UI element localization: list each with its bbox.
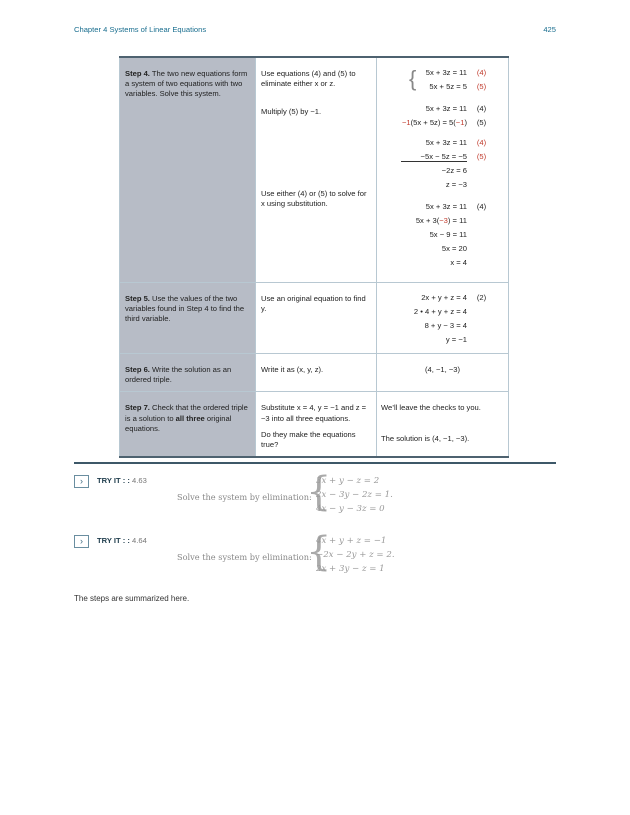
page-number: 425: [543, 25, 556, 34]
equation: 5x + 3z = 11: [425, 202, 467, 211]
step-7-action-2: Do they make the equations true?: [261, 429, 356, 450]
equation: 5x + 3z = 11: [425, 68, 467, 77]
addition-block: [381, 136, 504, 192]
try-it-label: TRY IT : :: [97, 476, 130, 485]
section-divider: [74, 462, 556, 464]
equation: 5x + 3z = 11: [425, 104, 467, 113]
step-7-text: Check that the ordered triple is a solution to: [125, 403, 248, 423]
step-4-text: The two new equations form a system of two equations with two variables. Solve this system.: [125, 69, 248, 99]
equation: 3x + y − z = 2: [316, 476, 380, 486]
step-7-title: Step 7.: [125, 403, 150, 413]
step-7-emphasis: all three: [175, 413, 205, 423]
step-4-action-1: Use equations (4) and (5) to eliminate either x or z.: [261, 69, 356, 89]
step-7-actions: [256, 392, 377, 457]
equation-label: (5): [476, 152, 487, 161]
equation: 2x + y + z = 4: [421, 293, 467, 302]
summary-text: The steps are summarized here.: [74, 594, 190, 603]
equation: 2x + 3y − z = 1: [316, 564, 385, 574]
equation: −2x − 2y + z = 2.: [316, 550, 395, 560]
equation-part: −1: [455, 118, 465, 127]
try-it-number: 4.64: [132, 536, 147, 545]
try-it-instruction: Solve the system by elimination:: [177, 552, 312, 562]
substitution-block: [381, 200, 504, 270]
equation: 8 + y − 3 = 4: [424, 321, 467, 330]
step-4-action-3: Use either (4) or (5) to solve for x using substitution.: [261, 188, 367, 208]
step-4-action-2: Multiply (5) by −1.: [261, 107, 322, 117]
step-5-action: Use an original equation to find y.: [256, 283, 377, 354]
step-4-actions: [256, 57, 377, 283]
step-6-action: Write it as (x, y, z).: [256, 354, 377, 392]
step-7-description: [120, 392, 256, 457]
try-it-number: 4.63: [132, 476, 147, 485]
step-5-description: [120, 283, 256, 354]
equation-label: (4): [476, 138, 487, 147]
chevron-right-icon[interactable]: ›: [74, 535, 89, 548]
equation: −5x − 5z = −5: [401, 152, 467, 162]
brace-icon: {: [306, 469, 332, 515]
step-7-action-1: Substitute x = 4, y = −1 and z = −3 into all three equations.: [261, 403, 367, 423]
equation-part: 5x + 3(: [415, 216, 440, 225]
page-header: [74, 25, 556, 39]
equation: y = −1: [445, 335, 467, 344]
step-7-results: [377, 392, 509, 457]
equation: [381, 214, 467, 228]
equation: 4x − y − 3z = 0: [316, 504, 385, 514]
equation: 5x + 3z = 11: [425, 138, 467, 147]
equation: 5x − 9 = 11: [429, 230, 467, 239]
multiply-block: [381, 102, 504, 130]
step-6-title: Step 6.: [125, 365, 150, 374]
try-it-instruction: Solve the system by elimination:: [177, 492, 312, 502]
chevron-right-icon[interactable]: ›: [74, 475, 89, 488]
equation: 4x + y + z = −1: [316, 536, 387, 546]
try-it-title: [97, 536, 147, 545]
equation: 2x − 3y − 2z = 1.: [316, 490, 393, 500]
step-5-row: [120, 283, 509, 354]
equation-label: (5): [476, 82, 487, 91]
step-7-result-2: The solution is (4, −1, −3).: [381, 433, 470, 443]
steps-table: [119, 56, 509, 458]
chapter-title: Chapter 4 Systems of Linear Equations: [74, 25, 207, 34]
step-6-row: [120, 354, 509, 392]
equation: x = 4: [450, 258, 467, 267]
try-it-title: [97, 476, 147, 485]
step-5-work: [377, 283, 509, 354]
equation: 5x + 5z = 5: [429, 82, 467, 91]
step-4-description: [120, 57, 256, 283]
try-it-4-64: [74, 529, 556, 631]
equation-label: (2): [476, 293, 487, 302]
equation: −2z = 6: [441, 166, 467, 175]
step-7-result-1: We’ll leave the checks to you.: [381, 403, 481, 413]
step-4-work: [377, 57, 509, 283]
equation: 2 • 4 + y + z = 4: [413, 307, 467, 316]
step-6-description: [120, 354, 256, 392]
equation-part: ) = 11: [447, 216, 467, 225]
equation-part: −3: [439, 216, 448, 225]
brace-icon: {: [306, 529, 332, 575]
step-4-row: [120, 57, 509, 283]
step-7-text-end: original equations.: [125, 413, 232, 433]
equation-part: ): [464, 118, 467, 127]
equation-label: (5): [476, 118, 487, 127]
brace-icon: {: [409, 66, 417, 91]
step-5-text: Use the values of the two variables found in Step 4 to find the third variable.: [125, 294, 245, 324]
equation-label: (4): [476, 68, 487, 77]
equation: z = −3: [445, 180, 467, 189]
equation-part: (5x + 5z) = 5(: [410, 118, 456, 127]
equation: 5x = 20: [441, 244, 467, 253]
system-block: [381, 66, 504, 94]
equation-part: −1: [401, 118, 411, 127]
try-it-label: TRY IT : :: [97, 536, 130, 545]
step-6-result: [377, 354, 509, 392]
equation: [381, 116, 467, 130]
equation-label: (4): [476, 202, 487, 211]
step-6-text: Write the solution as an ordered triple.: [125, 365, 232, 385]
ordered-triple: (4, −1, −3): [424, 365, 461, 374]
step-5-title: Step 5.: [125, 294, 150, 303]
equation-label: (4): [476, 104, 487, 113]
step-4-title: Step 4.: [125, 69, 150, 78]
step-7-row: [120, 392, 509, 457]
